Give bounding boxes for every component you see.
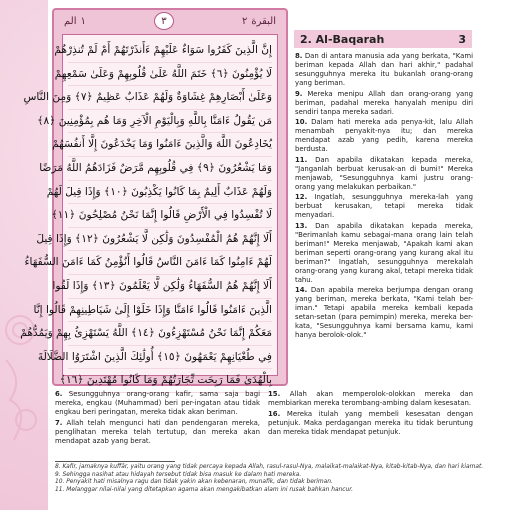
footnote-item: 10. Penyakit hati misalnya ragu dan tidak yakin akan kebenaran, munafik, dan tidak beriman. [55, 479, 333, 486]
quran-line: بِالْهُدَىٰ فَمَا رَبِحَت تِّجَارَتُهُمْ وَمَا كَانُوا مُهْتَدِينَ ﴿١٦﴾ [68, 369, 272, 393]
verse-number: 15. [268, 390, 281, 398]
quran-line: مَعَكُمْ إِنَّمَا نَحْنُ مُسْتَهْزِءُونَ ﴿١٤﴾ اللَّهُ يَسْتَهْزِئُ بِهِمْ وَيَمُدُّهُمْ [68, 322, 272, 346]
quran-line: أَلَا إِنَّهُمْ هُمُ الْمُفْسِدُونَ وَلَٰكِن لَّا يَشْعُرُونَ ﴿١٢﴾ وَإِذَا قِيلَ [68, 228, 272, 252]
verse-text: Mereka itulah yang membeli kesesatan dengan petunjuk. Maka perdagangan mereka itu tidak beruntung dan mereka tidak mendapat petunjuk. [268, 409, 473, 436]
verse-text: Mereka menipu Allah dan orang-orang yang beriman, padahal mereka hanyalah menipu diri sendiri tanpa mereka sadari. [295, 89, 473, 116]
verse-number: 9. [295, 89, 303, 98]
verse-number: 11. [295, 155, 308, 164]
verse-number: 13. [295, 221, 308, 230]
quran-line: وَلَهُمْ عَذَابٌ أَلِيمٌ بِمَا كَانُوا يَكْذِبُونَ ﴿١٠﴾ وَإِذَا قِيلَ لَهُمْ [68, 181, 272, 205]
verse-translation [295, 193, 473, 220]
translation-column-bottom-left [55, 390, 260, 460]
verse-number: 10. [295, 118, 308, 126]
verse-number: 14. [295, 286, 308, 294]
translation-column-bottom-right [268, 390, 473, 460]
verse-translation [268, 390, 473, 408]
verse-number: 6. [55, 390, 63, 398]
verse-number: 12. [295, 193, 308, 201]
arabic-page-number: ٣ [154, 12, 174, 30]
verse-text: Dan apabila dikatakan kepada mereka, "Berimanlah kamu sebagai-mana orang lain telah beriman!" Mereka menjawab, "Apakah kami akan beriman seperti orang-orang yang kurang akal itu beriman?" Ingatlah, sesungguhnya merekalah orang-orang yang kurang akal, tetapi mereka tidak tahu. [295, 221, 473, 284]
page-number: 3 [458, 32, 466, 46]
quran-line: لَا تُفْسِدُوا فِي الْأَرْضِ قَالُوا إِنَّمَا نَحْنُ مُصْلِحُونَ ﴿١١﴾ [68, 204, 272, 228]
footnotes [55, 464, 484, 494]
quran-line: أَلَا إِنَّهُمْ هُمُ السُّفَهَاءُ وَلَٰكِن لَّا يَعْلَمُونَ ﴿١٣﴾ وَإِذَا لَقُوا [68, 275, 272, 299]
translation-bottom [55, 390, 473, 460]
quran-text-block [20, 34, 278, 387]
quran-line: لَهُمْ ءَامِنُوا كَمَا ءَامَنَ النَّاسُ قَالُوا أَنُؤْمِنُ كَمَا ءَامَنَ السُّفَهَاءُ [68, 251, 272, 275]
verse-translation [295, 118, 473, 154]
verse-text: Dan apabila mereka berjumpa dengan orang yang beriman, mereka berkata, "Kami telah ber-iman." Tetapi apabila mereka kembali kepada setan-setan (para pemimpin) mereka, mereka ber-kata, "Sesungguhnya kami bersama kamu, kami hanya berolok-olok." [295, 286, 473, 339]
quran-header [58, 10, 282, 32]
verse-text: Allah telah mengunci hati dan pendengaran mereka, penglihatan mereka telah tertutup, dan mereka akan mendapat azab yang berat. [55, 418, 260, 445]
verse-text: Sesungguhnya orang-orang kafir, sama saja bagi mereka, engkau (Muhammad) beri per-ingatan atau tidak engkau beri peringatan, mereka tidak akan beriman. [55, 390, 260, 416]
juz-name: الم [64, 15, 77, 27]
verse-number: 7. [55, 418, 63, 427]
verse-text: Ingatlah, sesungguhnya mereka-lah yang berbuat kerusakan, tetapi mereka tidak menyadari. [295, 193, 473, 219]
verse-number: 8. [295, 52, 303, 60]
verse-translation [295, 222, 473, 285]
juz-label [64, 16, 86, 27]
quran-line: يُخَادِعُونَ اللَّهَ وَالَّذِينَ ءَامَنُوا وَمَا يَخْدَعُونَ إِلَّا أَنفُسَهُمْ [68, 133, 272, 157]
quran-line: مَن يَقُولُ ءَامَنَّا بِاللَّهِ وَبِالْيَوْمِ الْآخِرِ وَمَا هُم بِمُؤْمِنِينَ ﴿٨﴾ [68, 110, 272, 134]
quran-line: الَّذِينَ ءَامَنُوا قَالُوا ءَامَنَّا وَإِذَا خَلَوْا إِلَىٰ شَيَاطِينِهِمْ قَالُوا إِنَّا [68, 299, 272, 323]
surah-label [242, 16, 276, 27]
footnote-divider [55, 461, 175, 462]
verse-translation [295, 90, 473, 117]
verse-translation [55, 419, 260, 446]
footnote-item: 8. Kafir, jamaknya kuffār, yaitu orang yang tidak percaya kepada Allah, rasul-rasul-Nya, malaikat-malaikat-Nya, kitab-kitab-Nya, dan hari kiamat. [55, 464, 484, 470]
quran-line: لَا يُؤْمِنُونَ ﴿٦﴾ خَتَمَ اللَّهُ عَلَىٰ قُلُوبِهِمْ وَعَلَىٰ سَمْعِهِمْ [68, 63, 272, 87]
verse-text: Dan apabila dikatakan kepada mereka, "Janganlah berbuat kerusak-an di bumi!" Mereka menjawab, "Sesungguhnya kami justru orang-orang yang melakukan perbaikan." [295, 155, 473, 191]
verse-translation [268, 410, 473, 437]
verse-translation [295, 52, 473, 88]
footnote-item: 9. Sehingga nasihat atau hidayah tersebut tidak bisa masuk ke dalam hati mereka. [55, 471, 302, 478]
surah-title-bar [294, 30, 472, 48]
quran-line: إِنَّ الَّذِينَ كَفَرُوا سَوَاءٌ عَلَيْهِمْ ءَأَنذَرْتَهُمْ أَمْ لَمْ تُنذِرْهُمْ [68, 39, 272, 63]
verse-translation [295, 286, 473, 340]
verse-text: Dalam hati mereka ada penya-kit, lalu Allah menambah penyakit-nya itu; dan mereka mendapat azab yang pedih, karena mereka berdusta. [295, 118, 473, 153]
juz-number: ١ [80, 15, 86, 27]
translation-column-right [295, 52, 473, 342]
verse-text: Allah akan memperolok-olokkan mereka dan membiarkan mereka terombang-ambing dalam kesesatan. [268, 390, 473, 407]
quran-line: فِي طُغْيَانِهِمْ يَعْمَهُونَ ﴿١٥﴾ أُولَٰئِكَ الَّذِينَ اشْتَرَوُا الضَّلَالَةَ [68, 346, 272, 370]
surah-title: 2. Al-Baqarah [300, 32, 385, 46]
verse-number: 16. [268, 409, 281, 418]
surah-name: البقرة [251, 15, 276, 27]
quran-line: وَمَا يَشْعُرُونَ ﴿٩﴾ فِي قُلُوبِهِم مَّرَضٌ فَزَادَهُمُ اللَّهُ مَرَضًا [68, 157, 272, 181]
verse-translation [295, 156, 473, 192]
verse-text: Dan di antara manusia ada yang berkata, "Kami beriman kepada Allah dan hari akhir," padahal sesungguhnya mereka itu bukanlah orang-orang yang beriman. [295, 52, 473, 87]
surah-number: ٢ [241, 15, 248, 27]
footnote-item: 11. Melanggar nilai-nilai yang ditetapkan agama akan mengakibatkan alam ini rusak bahkan hancur. [55, 486, 354, 493]
verse-translation [55, 390, 260, 417]
quran-line: وَعَلَىٰ أَبْصَارِهِمْ غِشَاوَةٌ وَلَهُمْ عَذَابٌ عَظِيمٌ ﴿٧﴾ وَمِنَ النَّاسِ [68, 86, 272, 110]
